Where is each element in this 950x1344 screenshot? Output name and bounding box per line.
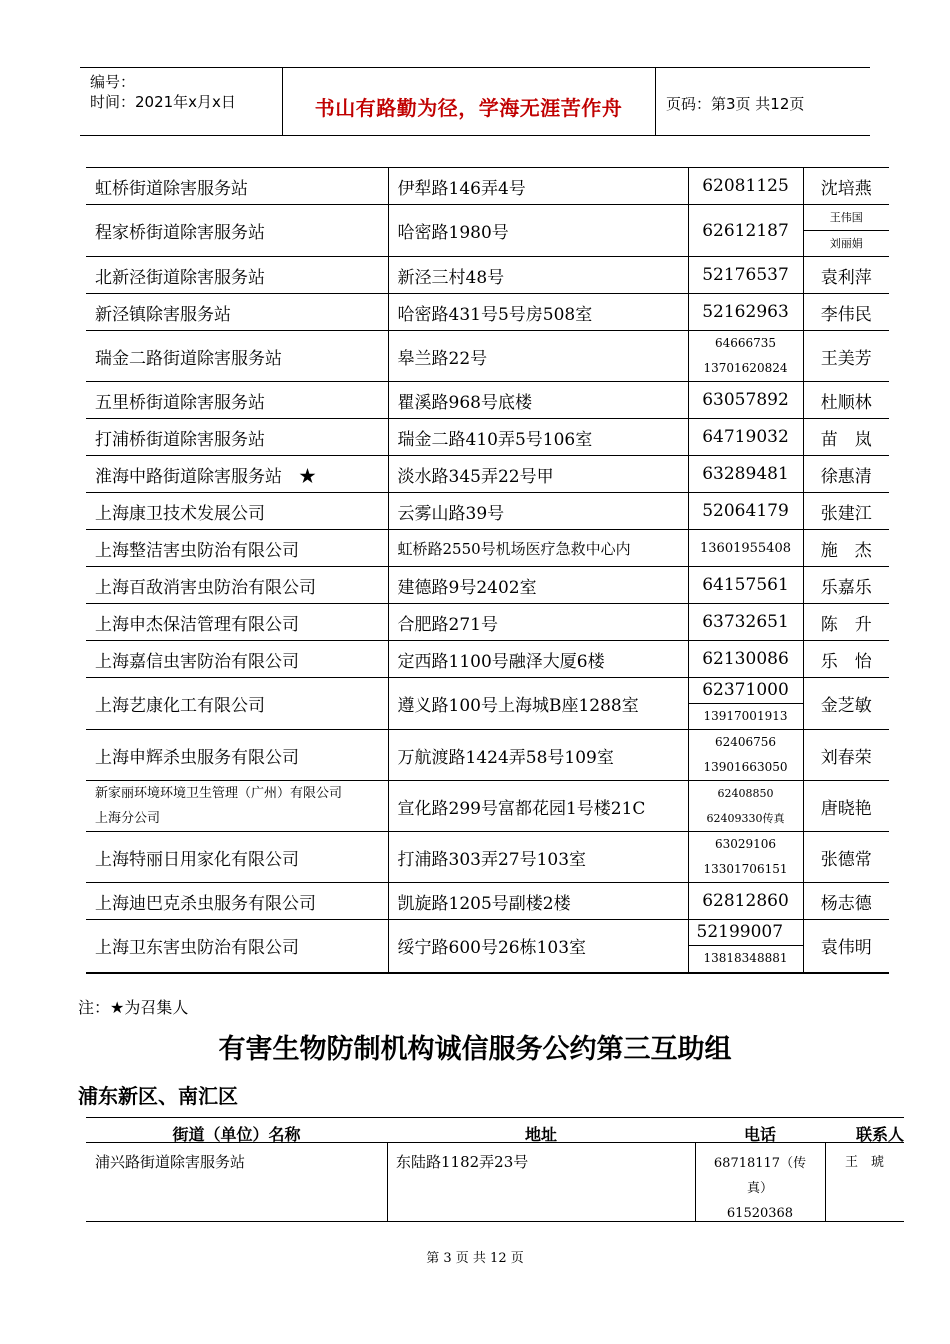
doc-code-label: 编号： xyxy=(90,73,136,91)
station-name: 新泾镇除害服务站 xyxy=(86,294,388,331)
table-row xyxy=(86,205,889,257)
table-row xyxy=(86,604,889,641)
table-row xyxy=(86,530,889,567)
phone-line: 68718117（传 xyxy=(713,1156,807,1171)
station-contact: 王美芳 xyxy=(803,331,889,382)
station-name-convener: 淮海中路街道除害服务站 ★ xyxy=(86,456,388,493)
station-address: 万航渡路1424弄58号109室 xyxy=(388,730,688,781)
table-row xyxy=(86,331,889,382)
station-address: 宣化路299号富都花园1号楼21C xyxy=(388,781,688,832)
station-address: 凯旋路1205号副楼2楼 xyxy=(388,883,688,920)
table-row xyxy=(86,832,889,883)
station-phone: 63289481 xyxy=(688,456,803,493)
station-name: 上海申辉杀虫服务有限公司 xyxy=(86,730,388,781)
station-contact: 杨志德 xyxy=(803,883,889,920)
station-address: 合肥路271号 xyxy=(388,604,688,641)
station-address: 云雾山路39号 xyxy=(388,493,688,530)
header-motto: 书山有路勤为径，学海无涯苦作舟 xyxy=(314,96,623,120)
table2-top-border xyxy=(86,1117,904,1118)
table-row xyxy=(86,641,889,678)
station-contact: 袁利萍 xyxy=(803,257,889,294)
station-phone: 64157561 xyxy=(688,567,803,604)
station-contact: 施 杰 xyxy=(803,530,889,567)
station-phone: 63057892 xyxy=(688,382,803,419)
table2-header-phone: 电话 xyxy=(743,1125,776,1144)
station-contact: 金芝敏 xyxy=(803,678,889,730)
header-meta xyxy=(90,72,236,112)
phone-line: 13901663050 xyxy=(703,760,788,774)
phone-line: 13818348881 xyxy=(703,951,788,966)
station-name: 瑞金二路街道除害服务站 xyxy=(86,331,388,382)
station-contact: 张德常 xyxy=(803,832,889,883)
station-contact: 李伟民 xyxy=(803,294,889,331)
phone-line: 13917001913 xyxy=(703,709,788,723)
station-contact: 唐晓艳 xyxy=(803,781,889,832)
station-name: 上海卫东害虫防治有限公司 xyxy=(86,920,388,973)
table-row xyxy=(86,382,889,419)
station-address: 伊犁路146弄4号 xyxy=(388,168,688,205)
table2-divider xyxy=(387,1142,388,1221)
table2-cell-phone xyxy=(695,1151,825,1226)
table-row xyxy=(86,168,889,205)
header-top-border xyxy=(80,67,870,68)
contact-line: 王伟国 xyxy=(804,205,890,231)
station-address: 虹桥路2550号机场医疗急救中心内 xyxy=(388,530,688,567)
phone-line: 13301706151 xyxy=(703,862,788,876)
table-row xyxy=(86,257,889,294)
station-address: 哈密路1980号 xyxy=(388,205,688,257)
station-name: 上海嘉信虫害防治有限公司 xyxy=(86,641,388,678)
station-phone: 63732651 xyxy=(688,604,803,641)
station-address: 淡水路345弄22号甲 xyxy=(388,456,688,493)
station-phone: 52064179 xyxy=(688,493,803,530)
station-contact: 苗 岚 xyxy=(803,419,889,456)
table-row xyxy=(86,730,889,781)
contact-line: 刘丽娟 xyxy=(829,237,863,250)
station-phone: 13601955408 xyxy=(688,530,803,567)
station-name: 上海申杰保洁管理有限公司 xyxy=(86,604,388,641)
table-row xyxy=(86,781,889,832)
name-line: 新家丽环境环境卫生管理（广州）有限公司 xyxy=(95,786,343,801)
table2-header-contact: 联系人 xyxy=(855,1125,904,1144)
station-name: 上海百敌消害虫防治有限公司 xyxy=(86,567,388,604)
station-phone: 62130086 xyxy=(688,641,803,678)
doc-time-label: 时间：2021年x月x日 xyxy=(90,93,236,111)
station-address: 哈密路431号5号房508室 xyxy=(388,294,688,331)
station-name: 上海艺康化工有限公司 xyxy=(86,678,388,730)
table2-cell-address: 东陆路1182弄23号 xyxy=(396,1153,529,1171)
station-name: 五里桥街道除害服务站 xyxy=(86,382,388,419)
station-contact: 刘春荣 xyxy=(803,730,889,781)
table-row xyxy=(86,419,889,456)
table-row xyxy=(86,294,889,331)
station-address: 瑞金二路410弄5号106室 xyxy=(388,419,688,456)
station-phone: 62812860 xyxy=(688,883,803,920)
header-page-number: 页码：第3页 共12页 xyxy=(666,95,805,113)
station-phone xyxy=(688,730,803,781)
station-phone: 52176537 xyxy=(688,257,803,294)
station-phone: 64719032 xyxy=(688,419,803,456)
station-name: 打浦桥街道除害服务站 xyxy=(86,419,388,456)
station-phone: 52162963 xyxy=(688,294,803,331)
station-address: 绥宁路600号26栋103室 xyxy=(388,920,688,973)
table2-header-name: 街道（单位）名称 xyxy=(172,1125,301,1144)
station-phone xyxy=(688,781,803,832)
table-row xyxy=(86,456,889,493)
station-phone: 62612187 xyxy=(688,205,803,257)
phone-line: 62409330传真 xyxy=(706,812,785,825)
table-row xyxy=(86,883,889,920)
phone-line: 61520368 xyxy=(726,1206,794,1221)
station-contact: 徐惠清 xyxy=(803,456,889,493)
station-address: 新泾三村48号 xyxy=(388,257,688,294)
table2-cell-name: 浦兴路街道除害服务站 xyxy=(95,1153,246,1171)
service-station-table xyxy=(86,167,889,974)
phone-line: 62371000 xyxy=(689,678,803,704)
station-name: 程家桥街道除害服务站 xyxy=(86,205,388,257)
table-row xyxy=(86,678,889,730)
phone-line: 64666735 xyxy=(714,336,777,350)
header-divider xyxy=(655,67,656,135)
station-address: 瞿溪路968号底楼 xyxy=(388,382,688,419)
station-address: 定西路1100号融泽大厦6楼 xyxy=(388,641,688,678)
phone-line: 62408850 xyxy=(717,787,774,800)
station-name: 上海特丽日用家化有限公司 xyxy=(86,832,388,883)
station-name: 上海迪巴克杀虫服务有限公司 xyxy=(86,883,388,920)
station-phone xyxy=(688,832,803,883)
station-name: 北新泾街道除害服务站 xyxy=(86,257,388,294)
phone-line: 63029106 xyxy=(714,837,777,851)
station-contact: 乐 怡 xyxy=(803,641,889,678)
station-name: 上海整洁害虫防治有限公司 xyxy=(86,530,388,567)
header-bottom-border xyxy=(80,135,870,136)
station-contact: 杜顺林 xyxy=(803,382,889,419)
station-address: 建德路9号2402室 xyxy=(388,567,688,604)
station-contact: 袁伟明 xyxy=(803,920,889,973)
phone-line: 真） xyxy=(746,1181,773,1196)
station-name xyxy=(86,781,388,832)
phone-line: 13701620824 xyxy=(703,361,788,375)
station-phone: 62081125 xyxy=(688,168,803,205)
table-row xyxy=(86,493,889,530)
table-row xyxy=(86,567,889,604)
station-name: 虹桥街道除害服务站 xyxy=(86,168,388,205)
station-contact: 沈培燕 xyxy=(803,168,889,205)
station-contact xyxy=(803,205,889,257)
station-phone xyxy=(688,920,803,973)
page-footer: 第 3 页 共 12 页 xyxy=(426,1251,524,1266)
station-contact: 陈 升 xyxy=(803,604,889,641)
phone-line: 52199007 xyxy=(689,920,803,946)
station-contact: 乐嘉乐 xyxy=(803,567,889,604)
station-name: 上海康卫技术发展公司 xyxy=(86,493,388,530)
section-title: 有害生物防制机构诚信服务公约第三互助组 xyxy=(218,1034,732,1065)
district-heading: 浦东新区、南汇区 xyxy=(78,1084,238,1108)
table2-header-address: 地址 xyxy=(524,1125,557,1144)
table2-cell-contact: 王 琥 xyxy=(844,1155,884,1170)
convener-note: 注：★为召集人 xyxy=(78,998,189,1017)
table-row xyxy=(86,920,889,973)
station-address: 遵义路100号上海城B座1288室 xyxy=(388,678,688,730)
phone-line: 62406756 xyxy=(714,735,777,749)
station-phone xyxy=(688,331,803,382)
name-line: 上海分公司 xyxy=(95,811,161,826)
station-contact: 张建江 xyxy=(803,493,889,530)
station-address: 打浦路303弄27号103室 xyxy=(388,832,688,883)
station-address: 皋兰路22号 xyxy=(388,331,688,382)
station-phone xyxy=(688,678,803,730)
